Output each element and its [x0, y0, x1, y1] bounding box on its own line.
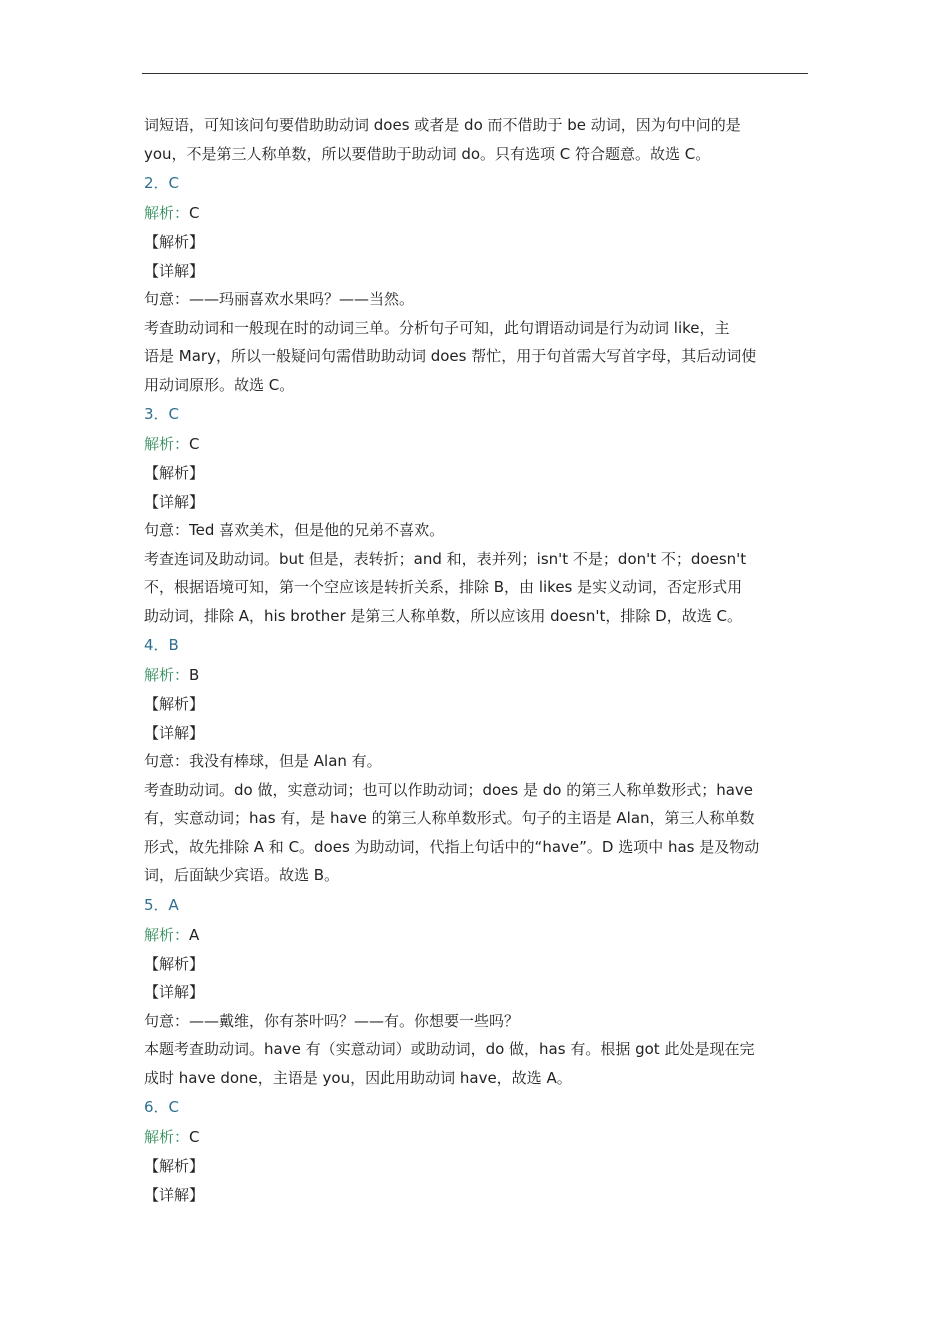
answer-item-2 [144, 168, 808, 399]
text-line: 用动词原形。故选 C。 [144, 375, 295, 394]
detail-tag: 【详解】 [144, 723, 205, 742]
text-line: 成时 have done，主语是 you，因此用助动词 have，故选 A。 [144, 1068, 572, 1087]
text-line: 句意：——戴维，你有茶叶吗？——有。你想要一些吗？ [144, 1011, 520, 1030]
analysis-tag: 【解析】 [144, 464, 205, 482]
analysis-line: 解析：C [144, 1128, 200, 1146]
answer-item-5 [144, 890, 808, 1093]
document-body [144, 111, 808, 1209]
detail-tag: 【详解】 [144, 261, 205, 280]
text-line: 助动词，排除 A，his brother 是第三人称单数，所以应该用 doesn't，排除 D，故选 C。 [144, 606, 742, 625]
text-line: 语是 Mary，所以一般疑问句需借助助动词 does 帮忙，用于句首需大写首字母，其后动词使 [144, 347, 757, 365]
text-line: 本题考查助动词。have 有（实意动词）或助动词，do 做，has 有。根据 got 此处是现在完 [144, 1040, 755, 1058]
detail-tag: 【详解】 [144, 983, 205, 1001]
header-rule [142, 73, 808, 74]
answer-item-4 [144, 630, 808, 890]
detail-tag: 【详解】 [144, 1185, 205, 1204]
text-line: 考查助动词。do 做，实意动词；也可以作助动词；does 是 do 的第三人称单数形式；have [144, 780, 754, 799]
text-line: 句意：Ted 喜欢美术，但是他的兄弟不喜欢。 [144, 521, 445, 539]
text-line: 词短语，可知该问句要借助助动词 does 或者是 do 而不借助于 be 动词，因为句中问的是 [144, 116, 741, 134]
text-line: 有，实意动词；has 有，是 have 的第三人称单数形式。句子的主语是 Alan，第三人称单数 [144, 809, 755, 827]
detail-tag: 【详解】 [144, 492, 205, 511]
answer-item-3 [144, 399, 808, 630]
text-line: 不，根据语境可知，第一个空应该是转折关系，排除 B，由 likes 是实义动词，否定形式用 [144, 578, 743, 596]
analysis-line: 解析：A [144, 925, 200, 944]
text-line: 考查连词及助动词。but 但是，表转折；and 和，表并列；isn't 不是；don't 不；doesn't [144, 549, 747, 568]
answer-item-6 [144, 1092, 808, 1209]
text-line: you，不是第三人称单数，所以要借助于助动词 do。只有选项 C 符合题意。故选 C。 [144, 144, 711, 163]
question-number: 6．C [144, 1098, 180, 1116]
analysis-line: 解析：B [144, 666, 200, 684]
text-line: 句意：我没有棒球，但是 Alan 有。 [144, 752, 382, 770]
analysis-tag: 【解析】 [144, 1157, 205, 1175]
analysis-tag: 【解析】 [144, 954, 205, 973]
analysis-line: 解析：C [144, 435, 200, 453]
question-number: 3．C [144, 405, 180, 423]
question-number: 2．C [144, 174, 180, 192]
text-line: 形式，故先排除 A 和 C。does 为助动词，代指上句话中的“have”。D 选项中 has 是及物动 [144, 837, 760, 856]
text-line: 句意：——玛丽喜欢水果吗？——当然。 [144, 290, 415, 308]
text-line: 考查助动词和一般现在时的动词三单。分析句子可知，此句谓语动词是行为动词 like，主 [144, 318, 730, 337]
analysis-tag: 【解析】 [144, 695, 205, 713]
analysis-line: 解析：C [144, 204, 200, 222]
intro-paragraph [144, 111, 808, 168]
text-line: 词，后面缺少宾语。故选 B。 [144, 866, 340, 884]
question-number: 5．A [144, 895, 179, 914]
question-number: 4．B [144, 636, 179, 654]
analysis-tag: 【解析】 [144, 233, 205, 251]
